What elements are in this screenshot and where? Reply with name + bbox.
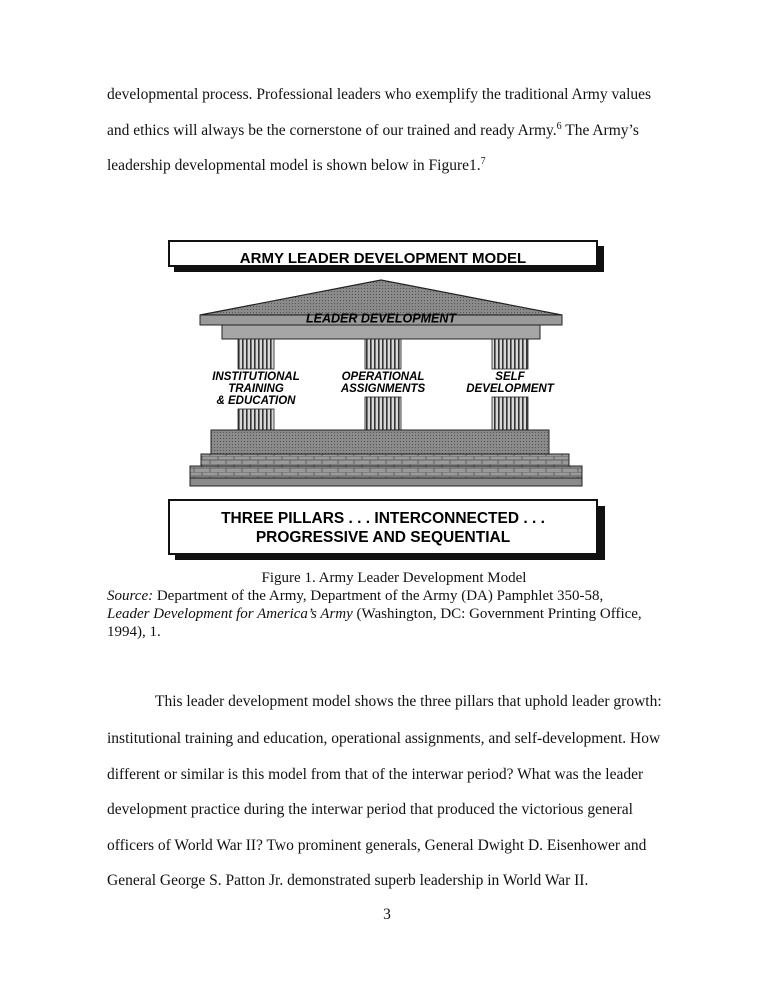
pillar1-label-line3: & EDUCATION (216, 395, 296, 407)
text-line (107, 121, 639, 140)
text-line: officers of World War II? Two prominent generals, General Dwight D. Eisenhower and (107, 837, 647, 854)
text-span: The Army’s (561, 122, 639, 140)
text-line: developmental process. Professional leaders who exemplify the traditional Army values (107, 86, 652, 103)
figure-title: ARMY LEADER DEVELOPMENT MODEL (239, 249, 527, 267)
text-line: General George S. Patton Jr. demonstrated superb leadership in World War II. (107, 872, 589, 889)
temple-base (190, 430, 582, 486)
footnote-ref[interactable]: 6 (556, 121, 562, 132)
page-number: 3 (383, 906, 391, 923)
army-leader-development-figure (166, 240, 606, 562)
source-line3: 1994), 1. (107, 624, 161, 640)
bottom-statement-line1: THREE PILLARS . . . INTERCONNECTED . . . (221, 510, 545, 528)
bottom-statement-box (169, 500, 605, 560)
source-text: Department of the Army, Department of the Army (DA) Pamphlet 350-58, (153, 588, 604, 604)
text-span: and ethics will always be the cornerstone of our trained and ready Army. (107, 122, 557, 140)
source-title: Leader Development for America’s Army (107, 606, 353, 622)
source-label: Source: (107, 588, 154, 604)
text-span: leadership developmental model is shown below in Figure1. (107, 157, 481, 175)
roof-label: LEADER DEVELOPMENT (305, 311, 457, 326)
text-line: institutional training and education, operational assignments, and self-development. How (107, 730, 661, 747)
pillar2-label-line1: OPERATIONAL (341, 371, 425, 383)
text-line: This leader development model shows the three pillars that uphold leader growth: (155, 693, 662, 710)
pillar3-label-line2: DEVELOPMENT (466, 383, 554, 395)
source-line2 (107, 605, 677, 623)
temple-roof (200, 280, 562, 339)
source-line1 (107, 587, 677, 605)
pillar1-label-line1: INSTITUTIONAL (212, 371, 300, 383)
footnote-ref[interactable]: 7 (480, 156, 486, 167)
pillar3-label-line1: SELF (495, 371, 525, 383)
text-line: development practice during the interwar period that produced the victorious general (107, 801, 633, 818)
pillar2-label-line2: ASSIGNMENTS (340, 383, 426, 395)
text-line: different or similar is this model from that of the interwar period? What was the leader (107, 766, 644, 783)
source-pub: (Washington, DC: Government Printing Office, (352, 606, 642, 622)
figure-label: Figure 1. Army Leader Development Model (261, 570, 527, 586)
text-line (107, 156, 486, 175)
pillar1-label-line2: TRAINING (228, 383, 284, 395)
bottom-statement-line2: PROGRESSIVE AND SEQUENTIAL (255, 529, 511, 547)
title-box (169, 241, 604, 272)
